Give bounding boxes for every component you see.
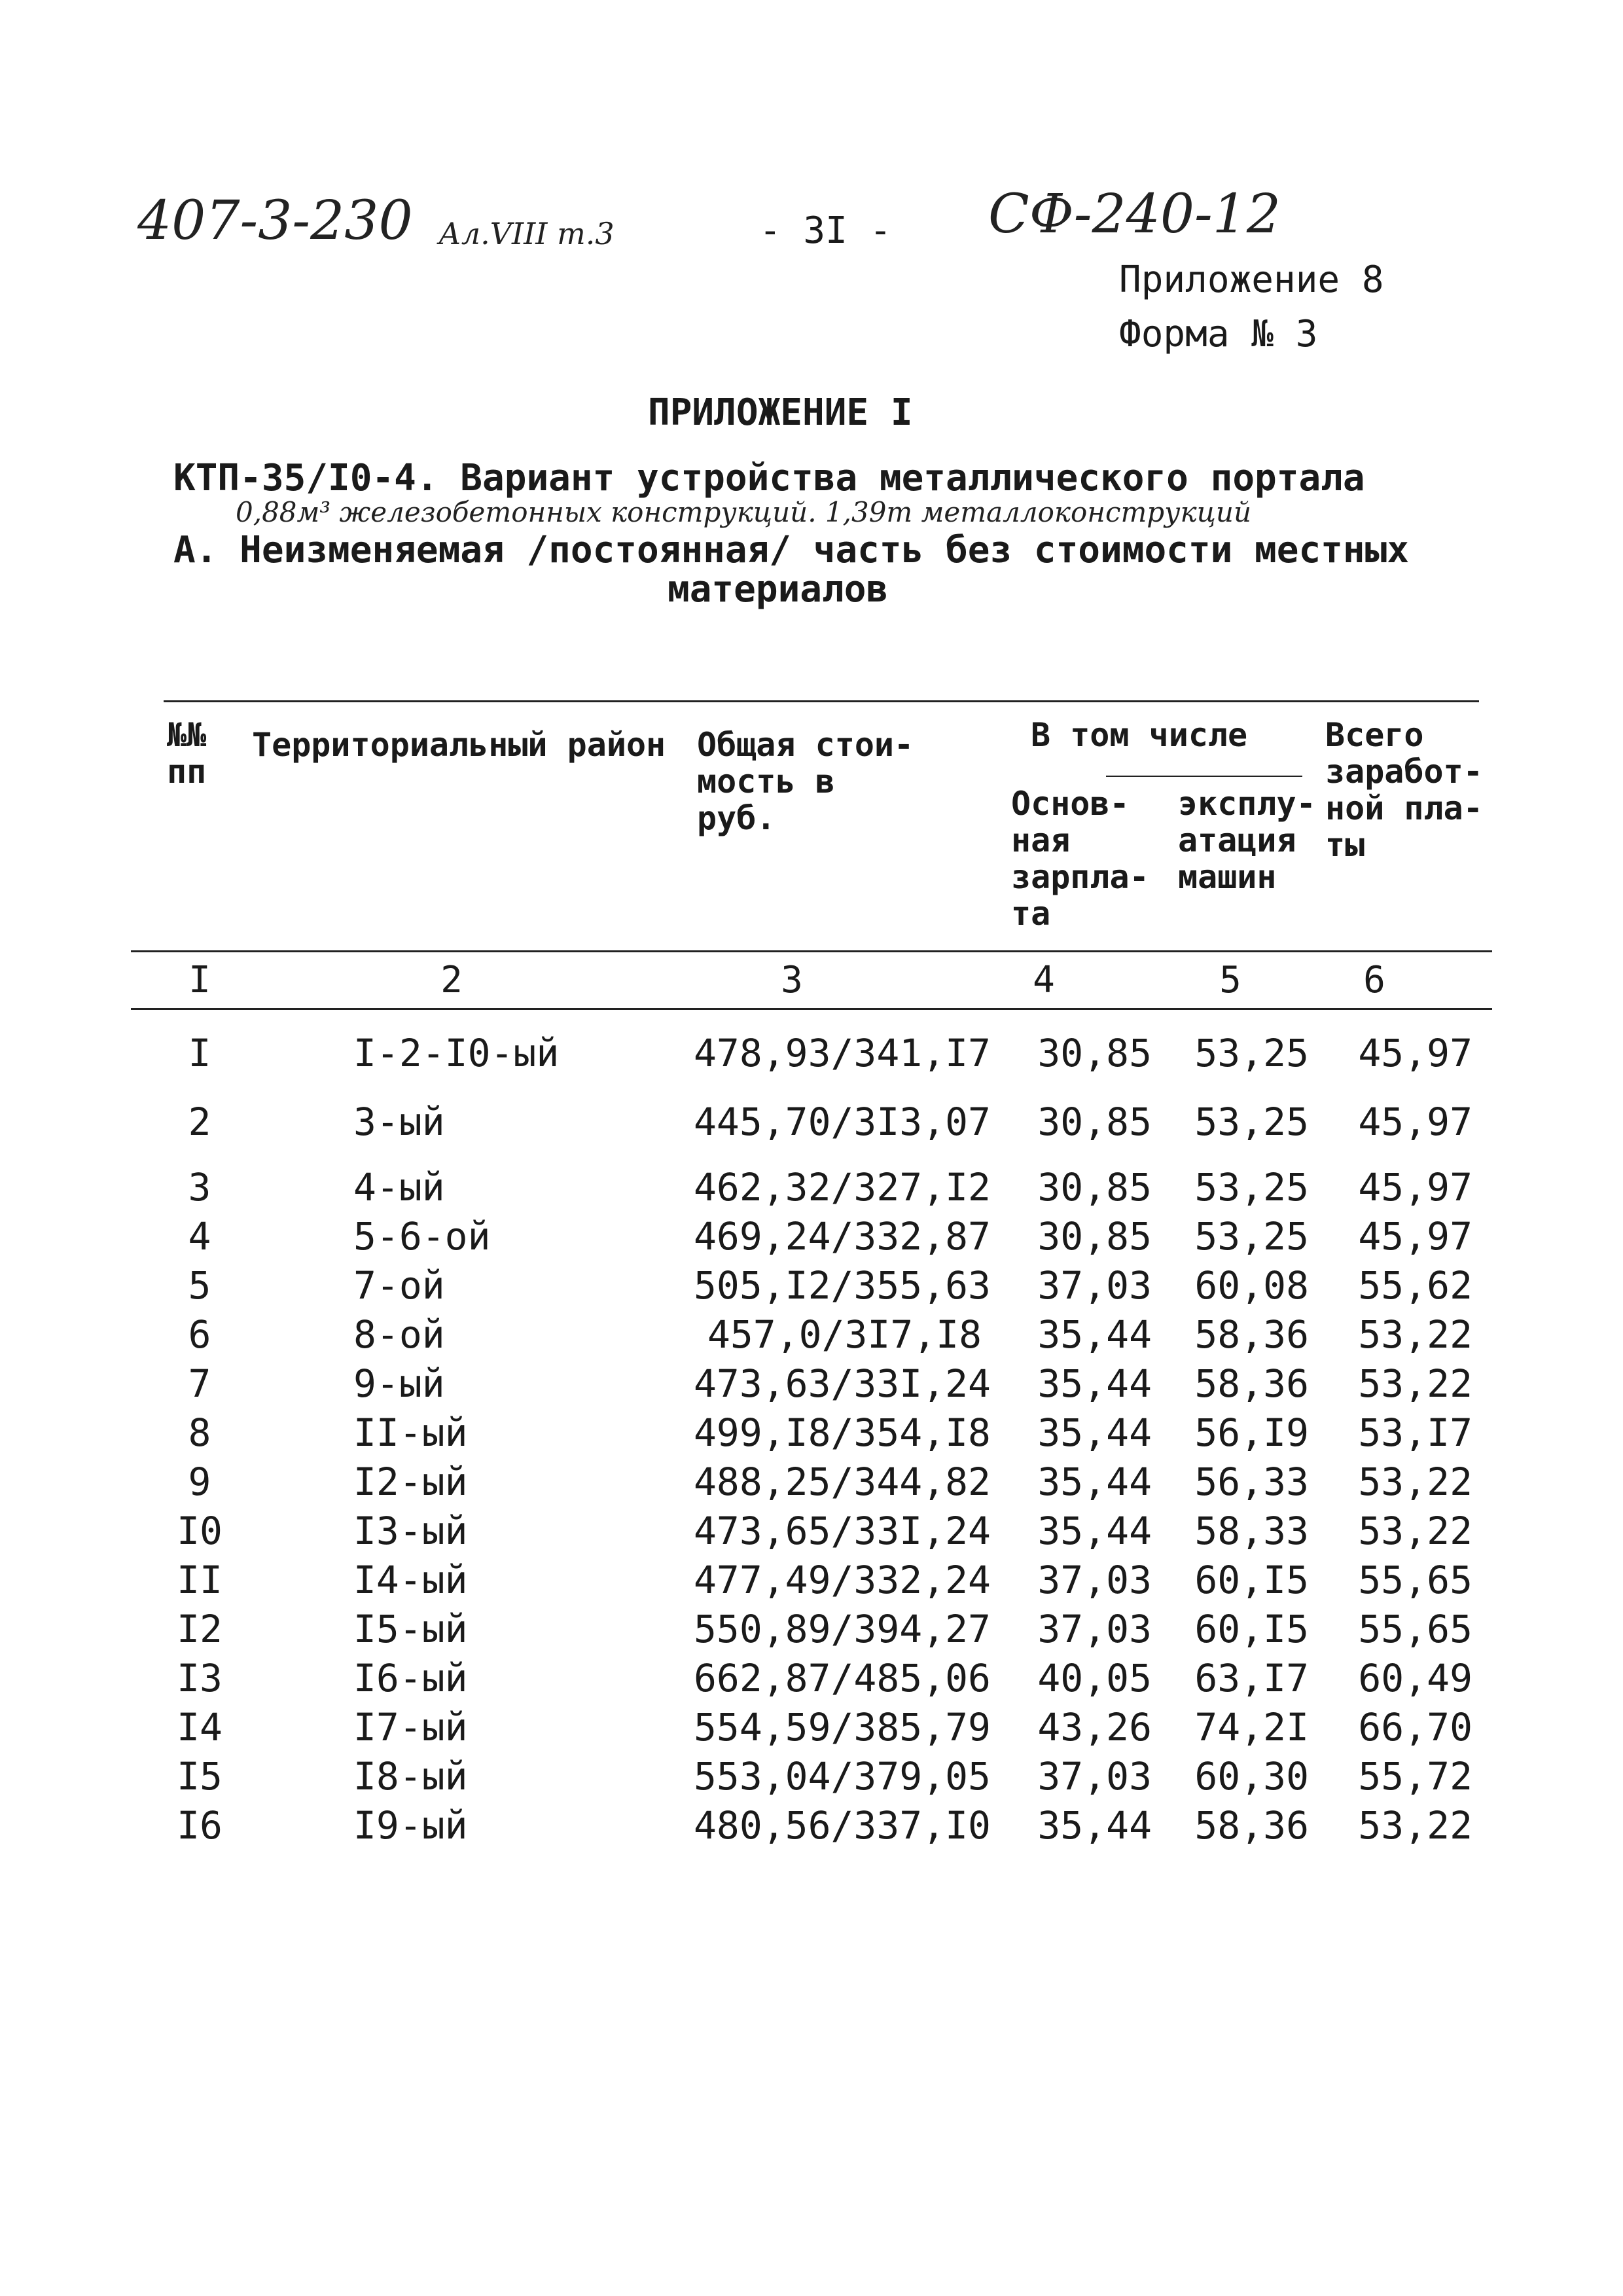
- section-heading: А. Неизменяемая /постоянная/ часть без стоимости местных: [173, 529, 1410, 571]
- region-cell: I7-ый: [353, 1705, 468, 1749]
- base-salary-cell: 37,03: [1037, 1607, 1152, 1651]
- base-salary-cell: 35,44: [1037, 1460, 1152, 1504]
- row-number: I4: [177, 1705, 223, 1749]
- total-cost-cell: 477,49/332,24: [694, 1558, 991, 1602]
- base-salary-cell: 30,85: [1037, 1031, 1152, 1075]
- total-cost-cell: 480,56/337,I0: [694, 1803, 991, 1848]
- appendix-reference: Приложение 8: [1119, 259, 1384, 301]
- machines-cell: 53,25: [1194, 1165, 1309, 1210]
- total-cost-cell: 662,87/485,06: [694, 1656, 991, 1700]
- total-cost-cell: 478,93/341,I7: [694, 1031, 991, 1075]
- column-numbers-rule: [131, 1008, 1492, 1010]
- total-salary-cell: 45,97: [1358, 1214, 1472, 1259]
- region-cell: II-ый: [353, 1410, 468, 1455]
- total-cost-cell: 488,25/344,82: [694, 1460, 991, 1504]
- document-subcode: Ал.VIII т.3: [438, 216, 615, 251]
- column-number: 2: [440, 959, 463, 1001]
- base-salary-cell: 37,03: [1037, 1754, 1152, 1799]
- region-cell: I6-ый: [353, 1656, 468, 1700]
- total-salary-cell: 60,49: [1358, 1656, 1472, 1700]
- total-salary-cell: 53,22: [1358, 1312, 1472, 1357]
- header-machines: эксплу- атация машин: [1178, 785, 1316, 896]
- machines-cell: 63,I7: [1194, 1656, 1309, 1700]
- header-sub-rule: [1106, 776, 1302, 777]
- machines-cell: 53,25: [1194, 1031, 1309, 1075]
- machines-cell: 58,33: [1194, 1509, 1309, 1553]
- region-cell: 9-ый: [353, 1361, 445, 1406]
- column-number: 4: [1033, 959, 1055, 1001]
- base-salary-cell: 37,03: [1037, 1263, 1152, 1308]
- region-cell: I3-ый: [353, 1509, 468, 1553]
- header-total-salary: Всего заработ- ной пла- ты: [1325, 716, 1483, 864]
- region-cell: I9-ый: [353, 1803, 468, 1848]
- column-number: 5: [1219, 959, 1241, 1001]
- column-number: 6: [1363, 959, 1385, 1001]
- base-salary-cell: 30,85: [1037, 1214, 1152, 1259]
- total-cost-cell: 462,32/327,I2: [694, 1165, 991, 1210]
- machines-cell: 58,36: [1194, 1803, 1309, 1848]
- total-cost-cell: 473,65/33I,24: [694, 1509, 991, 1553]
- base-salary-cell: 43,26: [1037, 1705, 1152, 1749]
- total-salary-cell: 55,65: [1358, 1558, 1472, 1602]
- document-code: 407-3-230: [137, 190, 413, 252]
- region-cell: I-2-I0-ый: [353, 1031, 560, 1075]
- region-cell: I4-ый: [353, 1558, 468, 1602]
- total-cost-cell: 473,63/33I,24: [694, 1361, 991, 1406]
- total-cost-cell: 505,I2/355,63: [694, 1263, 991, 1308]
- row-number: 6: [188, 1312, 211, 1357]
- header-region: Территориальный район: [252, 726, 666, 764]
- row-number: 8: [188, 1410, 211, 1455]
- page-title: ПРИЛОЖЕНИЕ I: [648, 391, 913, 434]
- form-code: СФ-240-12: [988, 183, 1281, 245]
- total-cost-cell: 499,I8/354,I8: [694, 1410, 991, 1455]
- row-number: I: [188, 1031, 211, 1075]
- row-number: I6: [177, 1803, 223, 1848]
- machines-cell: 58,36: [1194, 1312, 1309, 1357]
- base-salary-cell: 30,85: [1037, 1100, 1152, 1144]
- base-salary-cell: 35,44: [1037, 1361, 1152, 1406]
- machines-cell: 53,25: [1194, 1214, 1309, 1259]
- row-number: I0: [177, 1509, 223, 1553]
- base-salary-cell: 35,44: [1037, 1803, 1152, 1848]
- page-number: - 3I -: [759, 209, 892, 252]
- machines-cell: 58,36: [1194, 1361, 1309, 1406]
- total-salary-cell: 55,72: [1358, 1754, 1472, 1799]
- row-number: 2: [188, 1100, 211, 1144]
- header-num: №№ пп: [167, 716, 207, 791]
- description: КТП-35/I0-4. Вариант устройства металлического портала: [173, 457, 1365, 499]
- total-salary-cell: 55,62: [1358, 1263, 1472, 1308]
- region-cell: 3-ый: [353, 1100, 445, 1144]
- total-salary-cell: 55,65: [1358, 1607, 1472, 1651]
- total-cost-cell: 445,70/3I3,07: [694, 1100, 991, 1144]
- region-cell: 7-ой: [353, 1263, 445, 1308]
- total-salary-cell: 45,97: [1358, 1100, 1472, 1144]
- machines-cell: 60,30: [1194, 1754, 1309, 1799]
- base-salary-cell: 35,44: [1037, 1312, 1152, 1357]
- section-heading-cont: материалов: [668, 568, 889, 611]
- machines-cell: 60,I5: [1194, 1607, 1309, 1651]
- machines-cell: 56,I9: [1194, 1410, 1309, 1455]
- total-salary-cell: 53,22: [1358, 1361, 1472, 1406]
- row-number: 7: [188, 1361, 211, 1406]
- table-top-rule: [164, 700, 1479, 702]
- total-salary-cell: 53,I7: [1358, 1410, 1472, 1455]
- base-salary-cell: 37,03: [1037, 1558, 1152, 1602]
- row-number: 5: [188, 1263, 211, 1308]
- total-cost-cell: 550,89/394,27: [694, 1607, 991, 1651]
- header-total-cost: Общая стои- мость в руб.: [697, 726, 914, 837]
- machines-cell: 56,33: [1194, 1460, 1309, 1504]
- total-salary-cell: 66,70: [1358, 1705, 1472, 1749]
- total-salary-cell: 45,97: [1358, 1031, 1472, 1075]
- header-including: В том числе: [1031, 716, 1248, 754]
- total-cost-cell: 553,04/379,05: [694, 1754, 991, 1799]
- region-cell: I5-ый: [353, 1607, 468, 1651]
- region-cell: 8-ой: [353, 1312, 445, 1357]
- base-salary-cell: 30,85: [1037, 1165, 1152, 1210]
- row-number: I5: [177, 1754, 223, 1799]
- row-number: I2: [177, 1607, 223, 1651]
- header-bottom-rule: [131, 950, 1492, 952]
- handwritten-note: 0,88м³ железобетонных конструкций. 1,39т металлоконструкций: [236, 496, 1252, 528]
- region-cell: I2-ый: [353, 1460, 468, 1504]
- total-cost-cell: 457,0/3I7,I8: [707, 1312, 982, 1357]
- region-cell: 4-ый: [353, 1165, 445, 1210]
- form-reference: Форма № 3: [1119, 313, 1318, 355]
- row-number: I3: [177, 1656, 223, 1700]
- row-number: II: [177, 1558, 223, 1602]
- region-cell: 5-6-ой: [353, 1214, 491, 1259]
- row-number: 9: [188, 1460, 211, 1504]
- base-salary-cell: 35,44: [1037, 1509, 1152, 1553]
- region-cell: I8-ый: [353, 1754, 468, 1799]
- machines-cell: 60,I5: [1194, 1558, 1309, 1602]
- row-number: 3: [188, 1165, 211, 1210]
- total-salary-cell: 53,22: [1358, 1509, 1472, 1553]
- total-cost-cell: 554,59/385,79: [694, 1705, 991, 1749]
- column-number: I: [188, 959, 211, 1001]
- base-salary-cell: 35,44: [1037, 1410, 1152, 1455]
- total-salary-cell: 53,22: [1358, 1803, 1472, 1848]
- row-number: 4: [188, 1214, 211, 1259]
- machines-cell: 53,25: [1194, 1100, 1309, 1144]
- machines-cell: 74,2I: [1194, 1705, 1309, 1749]
- machines-cell: 60,08: [1194, 1263, 1309, 1308]
- total-salary-cell: 45,97: [1358, 1165, 1472, 1210]
- total-salary-cell: 53,22: [1358, 1460, 1472, 1504]
- header-base-salary: Основ- ная зарпла- та: [1011, 785, 1149, 933]
- total-cost-cell: 469,24/332,87: [694, 1214, 991, 1259]
- base-salary-cell: 40,05: [1037, 1656, 1152, 1700]
- column-number: 3: [781, 959, 803, 1001]
